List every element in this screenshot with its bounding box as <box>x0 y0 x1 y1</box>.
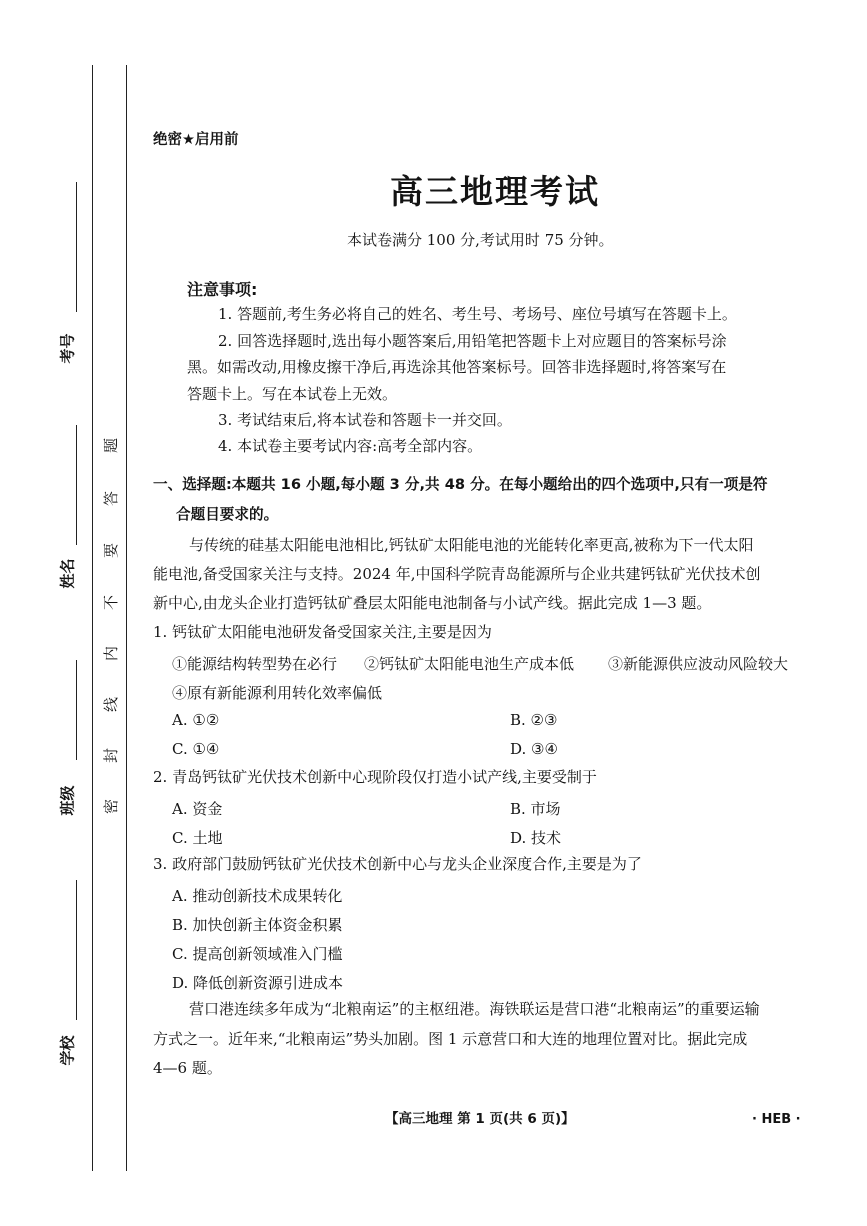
name-label: 姓名 <box>58 558 77 589</box>
question-3-stem: 3. 政府部门鼓励钙钛矿光伏技术创新中心与龙头企业深度合作,主要是为了 <box>153 855 642 873</box>
exam-number-label: 考号 <box>58 333 77 364</box>
note-line: 1. 答题前,考生务必将自己的姓名、考生号、考场号、座位号填写在答题卡上。 <box>218 305 737 323</box>
q2-option-d[interactable]: D. 技术 <box>510 829 562 847</box>
score-info: 本试卷满分 100 分,考试用时 75 分钟。 <box>347 231 614 249</box>
q1-option-b[interactable]: B. ②③ <box>510 711 558 729</box>
seal-notice-char: 答 <box>102 490 121 507</box>
passage-line: 能电池,备受国家关注与支持。2024 年,中国科学院青岛能源所与企业共建钙钛矿光伏技术创 <box>153 565 761 583</box>
q1-statement-3: ③新能源供应波动风险较大 <box>608 655 789 673</box>
note-line: 3. 考试结束后,将本试卷和答题卡一并交回。 <box>218 411 512 429</box>
note-line: 黑。如需改动,用橡皮擦干净后,再选涂其他答案标号。回答非选择题时,将答案写在 <box>187 358 727 376</box>
q1-statement-4: ④原有新能源利用转化效率偏低 <box>172 684 383 702</box>
paper-code: · HEB · <box>752 1112 801 1127</box>
seal-notice-char: 题 <box>102 437 121 454</box>
q1-statement-2: ②钙钛矿太阳能电池生产成本低 <box>364 655 575 673</box>
class-label: 班级 <box>58 785 77 816</box>
note-line: 4. 本试卷主要考试内容:高考全部内容。 <box>218 437 483 455</box>
name-blank <box>76 425 77 545</box>
school-label: 学校 <box>58 1035 77 1066</box>
class-blank <box>76 660 77 760</box>
question-1-stem: 1. 钙钛矿太阳能电池研发备受国家关注,主要是因为 <box>153 623 492 641</box>
seal-notice-char: 封 <box>102 747 121 764</box>
school-blank <box>76 880 77 1020</box>
seal-notice-char: 要 <box>102 542 121 559</box>
note-line: 答题卡上。写在本试卷上无效。 <box>187 385 398 403</box>
section-heading: 一、选择题:本题共 16 小题,每小题 3 分,共 48 分。在每小题给出的四个选项中,只有一项是符 <box>153 476 768 493</box>
question-2-stem: 2. 青岛钙钛矿光伏技术创新中心现阶段仅打造小试产线,主要受制于 <box>153 768 597 786</box>
q3-option-b[interactable]: B. 加快创新主体资金积累 <box>172 916 343 934</box>
passage-line: 方式之一。近年来,“北粮南运”势头加剧。图 1 示意营口和大连的地理位置对比。据此完成 <box>153 1030 748 1048</box>
seal-notice-char: 密 <box>102 798 121 815</box>
page-title: 高三地理考试 <box>390 172 600 211</box>
notes-heading: 注意事项: <box>187 280 258 299</box>
page-footer: 【高三地理 第 1 页(共 6 页)】 <box>385 1111 575 1127</box>
passage-line: 营口港连续多年成为“北粮南运”的主枢纽港。海铁联运是营口港“北粮南运”的重要运输 <box>189 1000 760 1018</box>
q1-option-a[interactable]: A. ①② <box>172 711 220 729</box>
passage-line: 与传统的硅基太阳能电池相比,钙钛矿太阳能电池的光能转化率更高,被称为下一代太阳 <box>189 536 754 554</box>
q3-option-a[interactable]: A. 推动创新技术成果转化 <box>172 887 343 905</box>
confidential-mark: 绝密★启用前 <box>153 132 239 148</box>
seal-notice-char: 不 <box>102 594 121 611</box>
seal-notice-char: 内 <box>102 645 121 662</box>
q2-option-a[interactable]: A. 资金 <box>172 800 223 818</box>
q1-statement-1: ①能源结构转型势在必行 <box>172 655 338 673</box>
q3-option-c[interactable]: C. 提高创新领域准入门槛 <box>172 945 343 963</box>
margin-line-inner <box>126 65 127 1171</box>
q2-option-b[interactable]: B. 市场 <box>510 800 561 818</box>
q3-option-d[interactable]: D. 降低创新资源引进成本 <box>172 974 344 992</box>
passage-line: 4—6 题。 <box>153 1059 222 1077</box>
passage-line: 新中心,由龙头企业打造钙钛矿叠层太阳能电池制备与小试产线。据此完成 1—3 题。 <box>153 594 712 612</box>
q1-option-d[interactable]: D. ③④ <box>510 740 558 758</box>
q2-option-c[interactable]: C. 土地 <box>172 829 223 847</box>
note-line: 2. 回答选择题时,选出每小题答案后,用铅笔把答题卡上对应题目的答案标号涂 <box>218 332 727 350</box>
section-heading-cont: 合题目要求的。 <box>176 506 279 523</box>
margin-line-outer <box>92 65 93 1171</box>
seal-notice-char: 线 <box>102 696 121 713</box>
q1-option-c[interactable]: C. ①④ <box>172 740 220 758</box>
